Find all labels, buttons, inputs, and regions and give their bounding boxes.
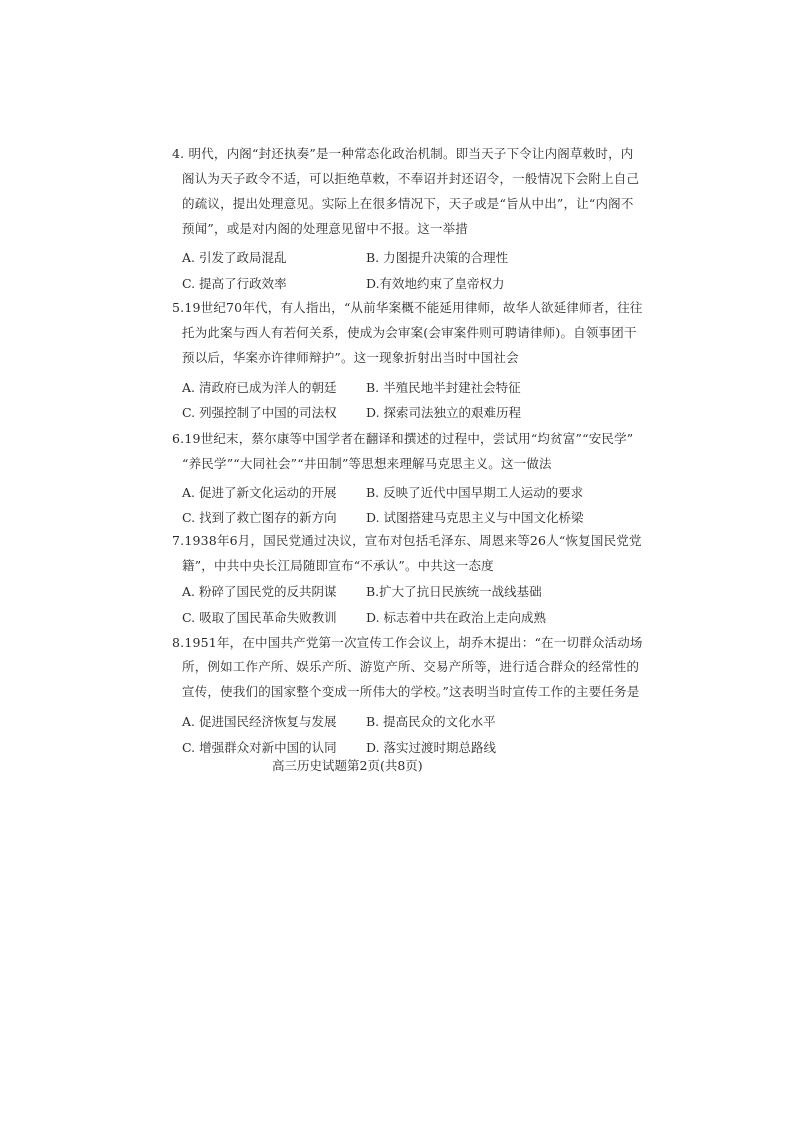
option-a: A. 促进了新文化运动的开展 (182, 485, 337, 500)
option-a: A. 清政府已成为洋人的朝廷 (182, 380, 337, 395)
question-stem-line: 阁认为天子政令不适，可以拒绝草敕，不奉诏并封还诏令，一般情况下会附上自己 (182, 171, 640, 186)
option-b: B.扩大了抗日民族统一战线基础 (366, 584, 542, 599)
option-b: B. 力图提升决策的合理性 (366, 250, 509, 265)
question-stem-line: 所，例如工作产所、娱乐产所、游览产所、交易产所等，进行适合群众的经常性的 (182, 659, 640, 674)
question-stem-line: 8.1951年，在中国共产党第一次宣传工作会议上，胡乔木提出：“在一切群众活动场 (172, 635, 643, 650)
option-b: B. 反映了近代中国早期工人运动的要求 (366, 485, 584, 500)
option-c: C. 找到了救亡图存的新方向 (182, 510, 337, 525)
option-c: C. 吸取了国民革命失败教训 (182, 610, 337, 625)
question-stem-line: 的疏议，提出处理意见。实际上在很多情况下，天子或是“旨从中出”，让“内阁不 (182, 196, 634, 211)
question-stem-line: 预闻”，或是对内阁的处理意见留中不报。这一举措 (182, 221, 468, 236)
option-a: A. 引发了政局混乱 (182, 250, 287, 265)
option-d: D. 落实过渡时期总路线 (366, 740, 497, 755)
question-stem-line: 籍”，中共中央长江局随即宣布“不承认”。中共这一态度 (182, 558, 494, 573)
question-stem-line: “养民学”“大同社会”“井田制”等思想来理解马克思主义。这一做法 (182, 456, 552, 471)
option-b: B. 半殖民地半封建社会特征 (366, 380, 521, 395)
option-c: C. 列强控制了中国的司法权 (182, 405, 337, 420)
question-stem-line: 预以后，华案亦许律师辩护”。这一现象折射出当时中国社会 (182, 350, 519, 365)
question-stem-line: 4. 明代，内阁“封还执奏”是一种常态化政治机制。即当天子下令让内阁草敕时，内 (172, 146, 634, 161)
question-stem-line: 宣传，使我们的国家整个变成一所伟大的学校。”这表明当时宣传工作的主要任务是 (182, 684, 640, 699)
page-footer: 高三历史试题第2页(共8页) (272, 758, 423, 773)
option-c: C. 增强群众对新中国的认同 (182, 740, 337, 755)
question-stem-line: 5.19世纪70年代，有人指出，“从前华案概不能延用律师，故华人欲延律师者，往往 (172, 300, 643, 315)
option-d: D. 标志着中共在政治上走向成熟 (366, 610, 547, 625)
option-a: A. 促进国民经济恢复与发展 (182, 714, 337, 729)
option-c: C. 提高了行政效率 (182, 276, 287, 291)
question-stem-line: 托为此案与西人有若何关系，使成为会审案(会审案件则可聘请律师)。自领事团干 (182, 325, 637, 340)
option-a: A. 粉碎了国民党的反共阴谋 (182, 584, 337, 599)
option-d: D. 探索司法独立的艰难历程 (366, 405, 522, 420)
option-d: D.有效地约束了皇帝权力 (366, 276, 505, 291)
option-b: B. 提高民众的文化水平 (366, 714, 496, 729)
option-d: D. 试图搭建马克思主义与中国文化桥梁 (366, 510, 584, 525)
question-stem-line: 7.1938年6月，国民党通过决议，宣布对包括毛泽东、周恩来等26人“恢复国民党党 (172, 533, 642, 548)
question-stem-line: 6.19世纪末，蔡尔康等中国学者在翻译和撰述的过程中，尝试用“均贫富”“安民学” (172, 431, 634, 446)
